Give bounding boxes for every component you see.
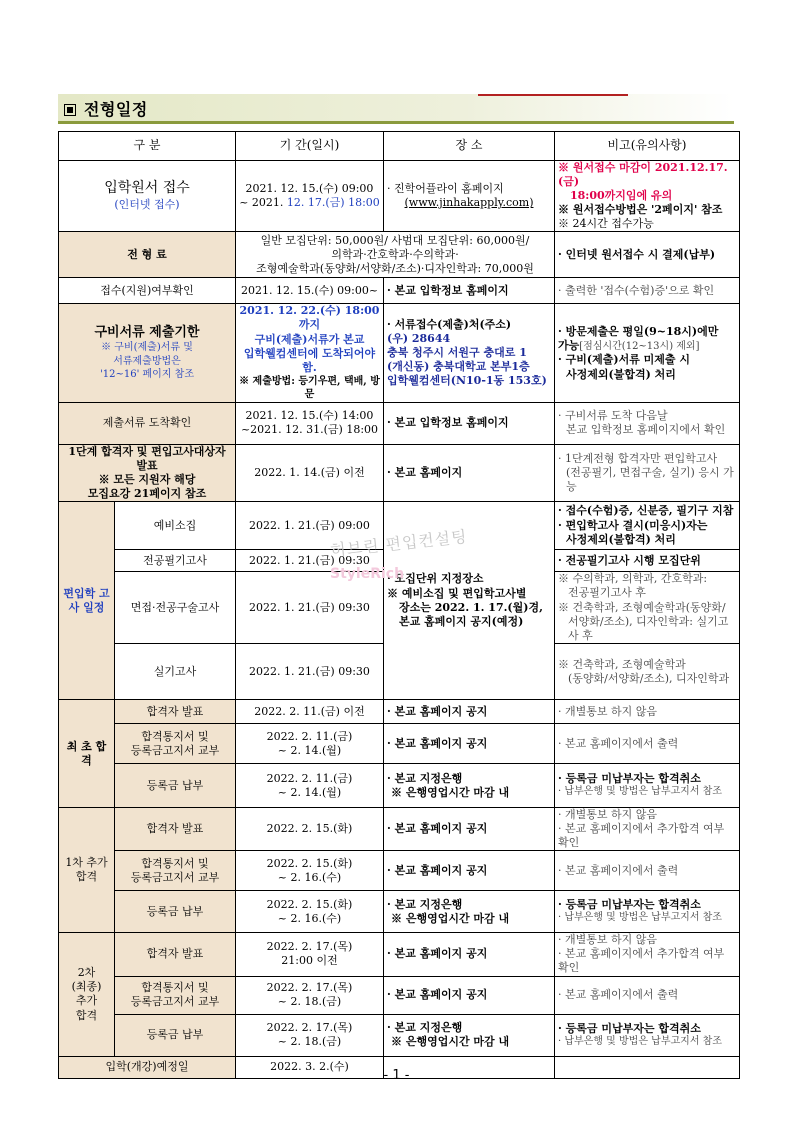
apply-date-end-a: ~ 2021. [239,196,287,210]
add1-notice-note: · 본교 홈페이지에서 출력 [555,851,740,891]
apply-note-3: ※ 원서접수방법은 '2페이지' 참조 [558,203,723,217]
apply-place [384,161,555,232]
watermark-text: 허브린 편입컨설팅 [329,526,469,561]
final-announce-place: · 본교 홈페이지 공지 [384,700,555,724]
exam-practical-date: 2022. 1. 21.(금) 09:30 [236,644,384,700]
add1-notice-title-2: 등록금고지서 교부 [130,870,220,884]
section-title-text: 전형일정 [84,100,148,119]
add2-announce-note-2: · 본교 홈페이지에서 추가합격 여부 확인 [558,947,725,975]
add2-notice-note: · 본교 홈페이지에서 출력 [555,976,740,1014]
exam-place-2: ※ 예비소집 및 편입학고사별 [387,586,527,600]
final-notice-date [236,724,384,764]
exam-prelim-title: 예비소집 [115,502,236,550]
docs-line-1: 2021. 12. 22.(수) 18:00까지 [239,304,380,332]
stage1-place: · 본교 홈페이지 [384,444,555,501]
stage1-title: 1단계 합격자 및 편입고사대상자 발표 [68,444,226,472]
table-row-confirm [59,278,740,304]
table-row-final-announce [59,700,740,724]
add1-announce-note-2: · 본교 홈페이지에서 추가합격 여부 확인 [558,822,725,850]
docs-place-4: (개신동) 충북대학교 본부1층 [387,360,530,374]
section-title [64,97,148,120]
apply-note-2: 18:00까지임에 유의 [570,189,673,203]
add2-notice-title [115,976,236,1014]
add2-group-3: 추가 [75,994,98,1008]
exam-practical-title: 실기고사 [115,644,236,700]
header-category: 구 분 [59,132,236,161]
final-pay-note-2: · 납부은행 및 방법은 납부고지서 참조 [558,786,722,798]
apply-date-start: 2021. 12. 15.(수) 09:00 [245,182,374,196]
table-row-add2-pay [59,1014,740,1056]
add2-pay-date [236,1014,384,1056]
apply-title: 입학원서 접수 [104,180,190,197]
add2-notice-place: · 본교 홈페이지 공지 [384,976,555,1014]
add2-notice-date [236,976,384,1014]
stage1-note [555,444,740,501]
add2-group-4: 합격 [75,1008,98,1022]
apply-note [555,161,740,232]
add2-pay-place [384,1014,555,1056]
final-pay-note-1: · 등록금 미납부자는 합격취소 [558,772,701,786]
final-pay-place [384,764,555,808]
fee-title: 전 형 료 [59,232,236,278]
add1-pay-note-1: · 등록금 미납부자는 합격취소 [558,898,701,912]
add1-announce-title: 합격자 발표 [115,808,236,851]
add2-announce-date [236,933,384,976]
final-pay-date [236,764,384,808]
header-note: 비고(유의사항) [555,132,740,161]
apply-title-cell [59,161,236,232]
confirm-title: 접수(지원)여부확인 [59,278,236,304]
confirm-date: 2021. 12. 15.(수) 09:00~ [236,278,384,304]
docs-period [236,304,384,402]
final-announce-note: · 개별통보 하지 않음 [555,700,740,724]
add1-pay-place-2: ※ 은행영업시간 마감 내 [391,911,510,925]
add2-announce-note [555,933,740,976]
docs-place-2: (우) 28644 [387,331,451,345]
add1-notice-date [236,851,384,891]
exam-prelim-note-3: 사정제외(불합격) 처리 [566,532,676,546]
confirm-note: · 출력한 '접수(수험)증'으로 확인 [555,278,740,304]
docs-note-2: 가능 [558,338,580,352]
stage1-sub-1: ※ 모든 지원자 해당 [98,472,196,486]
exam-prelim-note-1: · 접수(수험)증, 신분증, 필기구 지참 [558,504,734,518]
exam-prelim-date: 2022. 1. 21.(금) 09:00 [236,502,384,550]
stage1-note-1: · 1단계전형 합격자만 편입학고사 [558,451,718,465]
schedule-table [58,131,740,1079]
add1-pay-date [236,891,384,933]
add1-pay-date-1: 2022. 2. 15.(화) [266,897,353,911]
table-row-fee [59,232,740,278]
entrance-title: 입학(개강)예정일 [59,1056,236,1078]
arrive-place: · 본교 입학정보 홈페이지 [384,402,555,444]
exam-interview-note-3: ※ 건축학과, 조형예술학과(동양화/ [558,600,726,614]
stage1-title-cell [59,444,236,501]
stage1-sub-2: 모집요강 21페이지 참조 [87,487,207,501]
confirm-place: · 본교 입학정보 홈페이지 [384,278,555,304]
add2-pay-note-1: · 등록금 미납부자는 합격취소 [558,1021,701,1035]
add1-announce-date: 2022. 2. 15.(화) [236,808,384,851]
add1-notice-title-1: 합격통지서 및 [141,856,209,870]
table-row-final-pay [59,764,740,808]
final-notice-date-1: 2022. 2. 11.(금) [266,729,353,743]
section-header [58,94,734,124]
fee-detail [236,232,555,278]
docs-title: 구비서류 제출기한 [94,324,200,340]
add1-notice-title [115,851,236,891]
header-place: 장 소 [384,132,555,161]
apply-note-1: ※ 원서접수 마감이 2021.12.17.(금) [558,161,728,189]
docs-place-3: 충북 청주시 서원구 충대로 1 [387,346,527,360]
add1-pay-note [555,891,740,933]
docs-note-2b: [점심시간(12~13시) 제외] [579,340,700,352]
final-group: 최 초 합 격 [59,700,115,808]
add2-pay-date-1: 2022. 2. 17.(목) [266,1020,353,1034]
final-pay-note [555,764,740,808]
apply-place-name: · 진학어플라이 홈페이지 [387,182,504,196]
exam-prelim-note-2: · 편입학고사 결시(미응시)자는 [558,518,708,532]
arrive-date-2: ~2021. 12. 31.(금) 18:00 [240,423,379,437]
add2-notice-title-2: 등록금고지서 교부 [130,995,220,1009]
add1-notice-date-1: 2022. 2. 15.(화) [266,856,353,870]
arrive-title: 제출서류 도착확인 [59,402,236,444]
add1-pay-note-2: · 납부은행 및 방법은 납부고지서 참조 [558,912,722,924]
table-row-arrive [59,402,740,444]
docs-note-2-row [558,339,736,354]
watermark-logo: StyleRich [330,566,405,582]
add2-announce-date-1: 2022. 2. 17.(목) [266,940,353,954]
add2-pay-note [555,1014,740,1056]
table-row-add1-announce [59,808,740,851]
table-row-add2-announce [59,933,740,976]
final-announce-title: 합격자 발표 [115,700,236,724]
exam-place-4: 본교 홈페이지 공지(예정) [399,614,524,628]
add1-announce-note [555,808,740,851]
apply-note-4: ※ 24시간 접수가능 [558,217,654,231]
add1-pay-place [384,891,555,933]
final-notice-note: · 본교 홈페이지에서 출력 [555,724,740,764]
table-row-add2-notice [59,976,740,1014]
docs-note-1: · 방문제출은 평일(9~18시)에만 [558,324,719,338]
apply-period [236,161,384,232]
exam-interview-date: 2022. 1. 21.(금) 09:30 [236,572,384,644]
final-pay-date-1: 2022. 2. 11.(금) [266,771,353,785]
apply-sub: (인터넷 접수) [114,198,180,212]
docs-sub-1: ※ 구비(제출)서류 및 [101,342,193,354]
exam-interview-note [555,572,740,644]
final-pay-date-2: ~ 2. 14.(월) [277,785,342,799]
exam-practical-note [555,644,740,700]
table-row-stage1 [59,444,740,501]
apply-date-end-b: 12. 17.(금) 18:00 [286,196,380,210]
apply-date-end [239,196,380,210]
arrive-note-1: · 구비서류 도착 다음날 [558,409,668,423]
add2-notice-title-1: 합격통지서 및 [141,980,209,994]
add2-notice-date-1: 2022. 2. 17.(목) [266,980,353,994]
section-header-underline [58,121,734,124]
docs-place-1: · 서류접수(제출)처(주소) [387,317,512,331]
add1-notice-date-2: ~ 2. 16.(수) [277,870,342,884]
add1-group: 1차 추가 합격 [59,808,115,933]
exam-interview-note-4: 서양화/조소), 디자인학과: 실기고사 후 [568,614,729,642]
table-row-add1-notice [59,851,740,891]
add2-announce-place: · 본교 홈페이지 공지 [384,933,555,976]
exam-written-title: 전공필기고사 [115,550,236,572]
add2-pay-place-2: ※ 은행영업시간 마감 내 [391,1035,510,1049]
fee-line-3: 조형예술학과(동양화/서양화/조소)·디자인학과: 70,000원 [256,261,534,275]
table-header-row [59,132,740,161]
final-notice-date-2: ~ 2. 14.(월) [277,743,342,757]
exam-group: 편입학 고사 일정 [59,502,115,700]
exam-written-date: 2022. 1. 21.(금) 09:30 [236,550,384,572]
exam-prelim-note [555,502,740,550]
add2-pay-date-2: ~ 2. 18.(금) [277,1035,342,1049]
entrance-date: 2022. 3. 2.(수) [236,1056,384,1078]
final-pay-place-1: · 본교 지정은행 [387,771,463,785]
exam-place-3: 장소는 2022. 1. 17.(월)경, [399,600,543,614]
exam-written-note: · 전공필기고사 시행 모집단위 [555,550,740,572]
table-row-final-notice [59,724,740,764]
add1-pay-place-1: · 본교 지정은행 [387,897,463,911]
exam-interview-note-2: 전공필기고사 후 [568,586,646,600]
add2-group-2: (최종) [71,980,102,994]
exam-place-1: · 모집단위 지정장소 [387,572,484,586]
add2-announce-title: 합격자 발표 [115,933,236,976]
docs-line-2: 구비(제출)서류가 본교 [254,332,365,346]
add1-announce-note-1: · 개별통보 하지 않음 [558,808,657,822]
docs-line-4: ※ 제출방법: 등기우편, 택배, 방문 [239,375,380,401]
fee-line-2: 의학과·간호학과·수의학과· [331,247,459,261]
fee-line-1: 일반 모집단위: 50,000원/ 사범대 모집단위: 60,000원/ [260,233,530,247]
final-pay-title: 등록금 납부 [115,764,236,808]
arrive-period [236,402,384,444]
arrive-date-1: 2021. 12. 15.(수) 14:00 [245,409,374,423]
stage1-date: 2022. 1. 14.(금) 이전 [236,444,384,501]
table-row-apply [59,161,740,232]
header-accent-line [478,94,628,96]
docs-place-5: 입학웰컴센터(N10-1동 153호) [387,374,547,388]
add1-pay-date-2: ~ 2. 16.(수) [277,911,342,925]
final-notice-title [115,724,236,764]
docs-sub-2: 서류제출방법은 [113,355,181,367]
docs-note-3: · 구비(제출)서류 미제출 시 [558,353,690,367]
page-number: - 1 - [383,1068,410,1083]
arrive-note [555,402,740,444]
fee-note: · 인터넷 원서접수 시 결제(납부) [555,232,740,278]
docs-title-cell [59,304,236,402]
header-period: 기 간(일시) [236,132,384,161]
docs-line-3: 입학웰컴센터에 도착되어야함. [243,346,376,374]
final-announce-date: 2022. 2. 11.(금) 이전 [236,700,384,724]
exam-interview-note-1: ※ 수의학과, 의학과, 간호학과: [558,572,708,586]
stage1-note-2: (전공필기, 면접구술, 실기) 응시 가능 [566,465,734,493]
add2-announce-note-1: · 개별통보 하지 않음 [558,933,657,947]
add2-notice-date-2: ~ 2. 18.(금) [277,995,342,1009]
table-row-docs [59,304,740,402]
add2-group-1: 2차 [77,966,96,980]
exam-practical-note-1: ※ 건축학과, 조형예술학과 [558,657,686,671]
docs-place [384,304,555,402]
final-notice-title-1: 합격통지서 및 [141,729,209,743]
docs-note [555,304,740,402]
final-notice-place: · 본교 홈페이지 공지 [384,724,555,764]
add1-pay-title: 등록금 납부 [115,891,236,933]
docs-note-4: 사정제외(불합격) 처리 [566,367,676,381]
add2-pay-place-1: · 본교 지정은행 [387,1020,463,1034]
add2-pay-note-2: · 납부은행 및 방법은 납부고지서 참조 [558,1035,722,1047]
apply-place-link[interactable]: (www.jinhakapply.com) [404,196,534,210]
add1-announce-place: · 본교 홈페이지 공지 [384,808,555,851]
final-pay-place-2: ※ 은행영업시간 마감 내 [391,785,510,799]
add2-group [59,933,115,1056]
add2-pay-title: 등록금 납부 [115,1014,236,1056]
arrive-note-2: 본교 입학정보 홈페이지에서 확인 [566,423,726,437]
add2-announce-date-2: 21:00 이전 [281,954,338,968]
final-notice-title-2: 등록금고지서 교부 [130,743,220,757]
checkbox-icon [64,104,76,116]
section-header-bar [58,94,734,121]
exam-interview-title: 면접·전공구술고사 [115,572,236,644]
exam-practical-note-2: (동양화/서양화/조소), 디자인학과 [568,671,730,685]
add1-notice-place: · 본교 홈페이지 공지 [384,851,555,891]
table-row-add1-pay [59,891,740,933]
docs-sub-3: '12~16' 페이지 참조 [100,369,194,381]
